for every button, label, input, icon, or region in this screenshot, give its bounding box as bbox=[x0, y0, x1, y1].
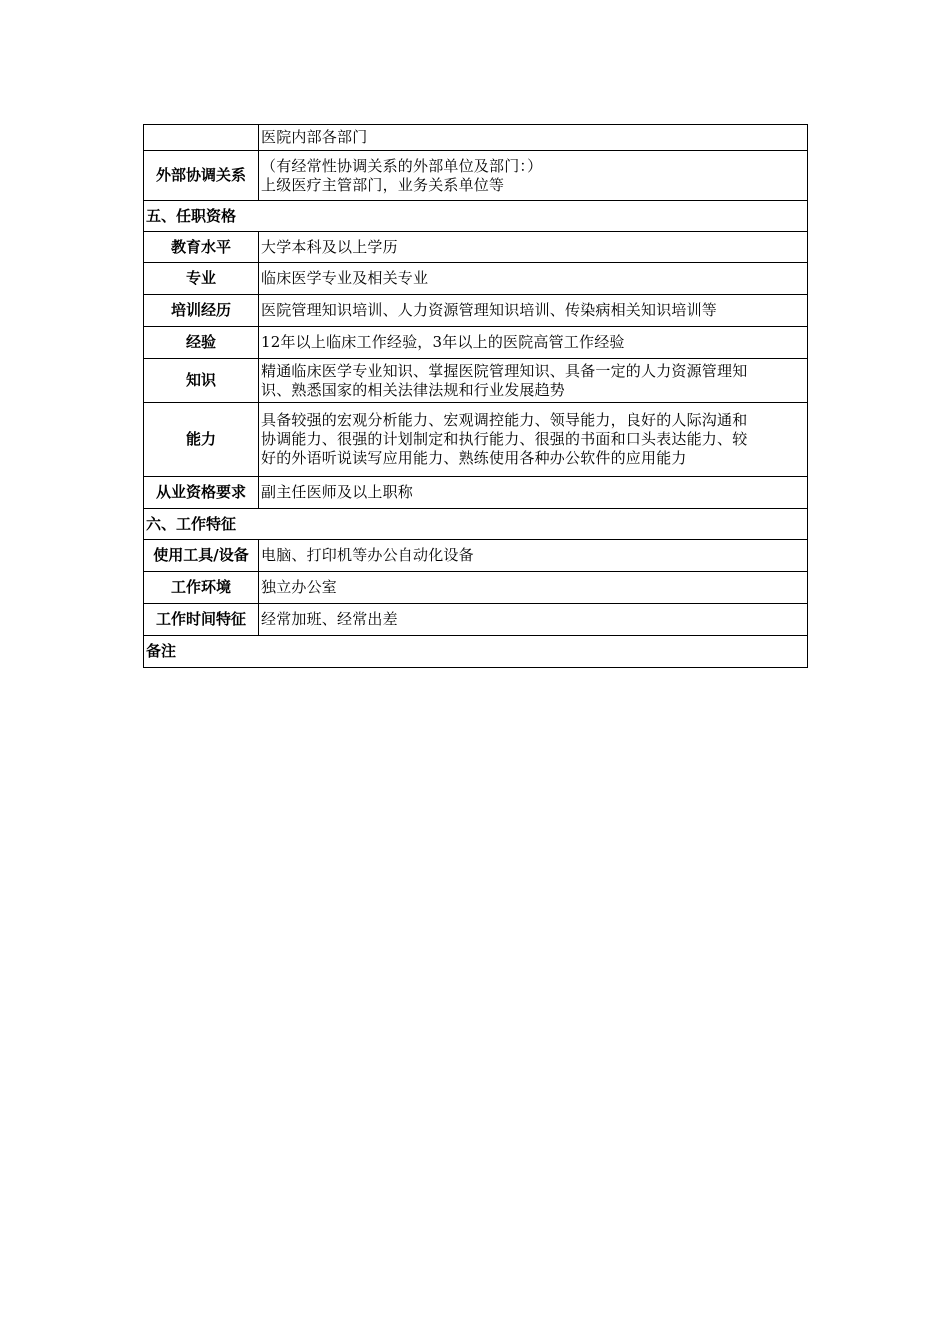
ability-line: 好的外语听说读写应用能力、熟练使用各种办公软件的应用能力 bbox=[261, 449, 687, 467]
external-coordination-label: 外部协调关系 bbox=[144, 151, 259, 201]
internal-coordination-value: 医院内部各部门 bbox=[259, 125, 808, 151]
knowledge-label: 知识 bbox=[144, 359, 259, 403]
education-label: 教育水平 bbox=[144, 232, 259, 263]
education-row bbox=[144, 232, 808, 263]
major-label: 专业 bbox=[144, 263, 259, 295]
experience-row bbox=[144, 327, 808, 359]
section-qualifications-header bbox=[144, 201, 808, 232]
section-work-characteristics-header bbox=[144, 509, 808, 540]
ability-label: 能力 bbox=[144, 403, 259, 477]
internal-coordination-label bbox=[144, 125, 259, 151]
work-time-label: 工作时间特征 bbox=[144, 604, 259, 636]
major-value: 临床医学专业及相关专业 bbox=[259, 263, 808, 295]
tools-value: 电脑、打印机等办公自动化设备 bbox=[259, 540, 808, 572]
knowledge-line: 精通临床医学专业知识、掌握医院管理知识、具备一定的人力资源管理知 bbox=[261, 361, 748, 380]
remarks-title: 备注 bbox=[144, 636, 808, 668]
section-work-characteristics-title: 六、工作特征 bbox=[144, 509, 808, 540]
job-description-table bbox=[143, 124, 808, 668]
environment-value: 独立办公室 bbox=[259, 572, 808, 604]
external-coordination-value bbox=[259, 151, 808, 201]
training-label: 培训经历 bbox=[144, 295, 259, 327]
external-coordination-note: （有经常性协调关系的外部单位及部门：） bbox=[261, 156, 543, 175]
environment-label: 工作环境 bbox=[144, 572, 259, 604]
remarks-row bbox=[144, 636, 808, 668]
work-time-value: 经常加班、经常出差 bbox=[259, 604, 808, 636]
knowledge-value bbox=[259, 359, 808, 403]
ability-value bbox=[259, 403, 808, 477]
knowledge-row bbox=[144, 359, 808, 403]
qualification-requirement-value: 副主任医师及以上职称 bbox=[259, 477, 808, 509]
knowledge-line: 识、熟悉国家的相关法律法规和行业发展趋势 bbox=[261, 380, 566, 399]
internal-coordination-row bbox=[144, 125, 808, 151]
ability-row bbox=[144, 403, 808, 477]
ability-line: 协调能力、很强的计划制定和执行能力、很强的书面和口头表达能力、较 bbox=[261, 430, 748, 448]
education-value: 大学本科及以上学历 bbox=[259, 232, 808, 263]
external-coordination-units: 上级医疗主管部门，业务关系单位等 bbox=[261, 175, 505, 194]
experience-value: 12年以上临床工作经验，3年以上的医院高管工作经验 bbox=[259, 327, 808, 359]
ability-line: 具备较强的宏观分析能力、宏观调控能力、领导能力，良好的人际沟通和 bbox=[261, 411, 748, 429]
environment-row bbox=[144, 572, 808, 604]
experience-label: 经验 bbox=[144, 327, 259, 359]
work-time-row bbox=[144, 604, 808, 636]
major-row bbox=[144, 263, 808, 295]
training-row bbox=[144, 295, 808, 327]
external-coordination-row bbox=[144, 151, 808, 201]
section-qualifications-title: 五、任职资格 bbox=[144, 201, 808, 232]
tools-label: 使用工具/设备 bbox=[144, 540, 259, 572]
qualification-requirement-label: 从业资格要求 bbox=[144, 477, 259, 509]
tools-row bbox=[144, 540, 808, 572]
qualification-requirement-row bbox=[144, 477, 808, 509]
training-value: 医院管理知识培训、人力资源管理知识培训、传染病相关知识培训等 bbox=[259, 295, 808, 327]
